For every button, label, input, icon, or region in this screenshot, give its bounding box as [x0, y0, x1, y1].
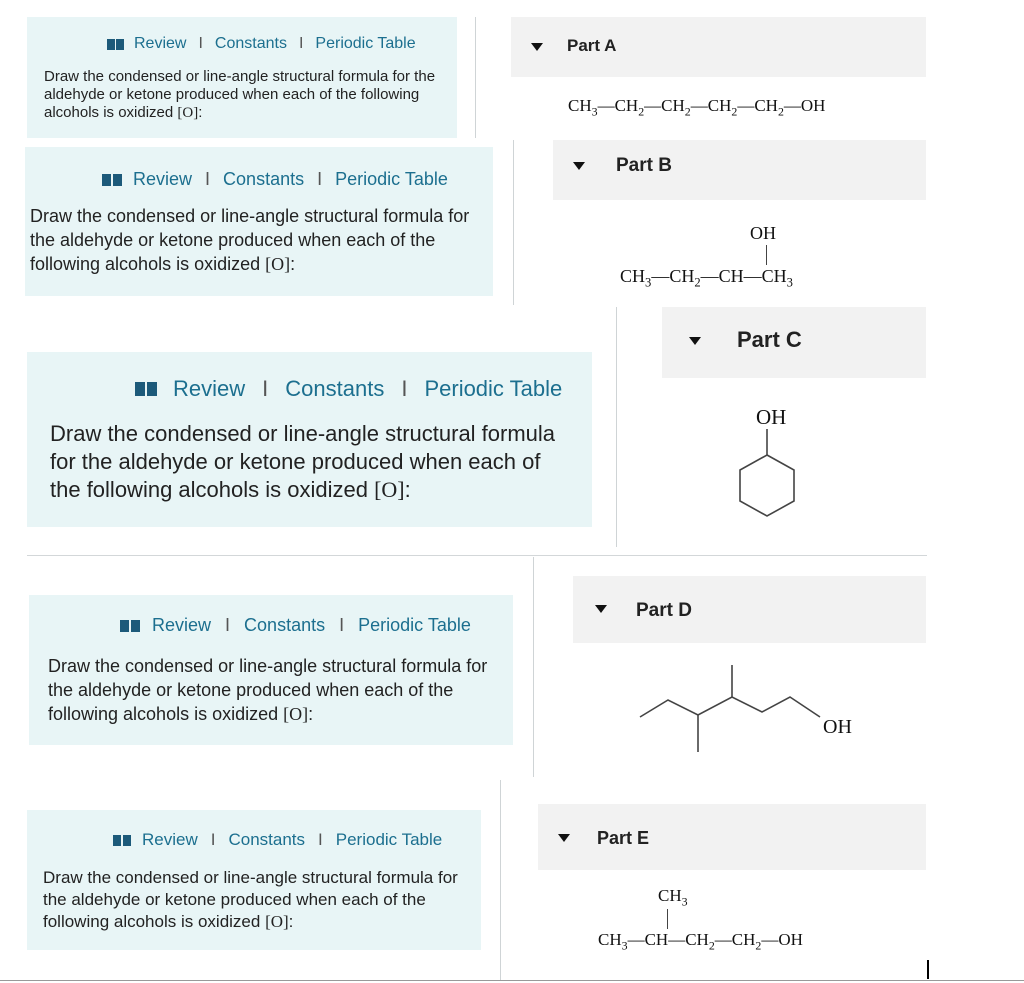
- hydroxyl-label: OH: [823, 716, 852, 738]
- book-icon: [113, 835, 131, 846]
- info-panel: [25, 147, 493, 296]
- separator: I: [225, 615, 231, 635]
- bottom-border: [0, 980, 1024, 981]
- review-link[interactable]: Review: [134, 35, 187, 52]
- constants-link[interactable]: Constants: [285, 376, 385, 401]
- instructions: Draw the condensed or line-angle structural formula for the aldehyde or ketone produced when each of the following alcohols is oxidized [O]:: [44, 68, 436, 121]
- part-d-header[interactable]: [573, 576, 926, 643]
- part-c-header[interactable]: [662, 307, 926, 378]
- structure-part-d: [635, 660, 865, 770]
- review-link[interactable]: Review: [173, 376, 246, 401]
- part-label: Part A: [567, 36, 617, 55]
- structure-part-e: $CH_3—CH—CH_2—CH_2—OH$: [598, 930, 803, 953]
- triangle-down-icon: [689, 337, 701, 345]
- part-b-header[interactable]: [553, 140, 926, 200]
- divider: [513, 140, 514, 305]
- constants-link[interactable]: Constants: [244, 615, 326, 635]
- periodic-table-link[interactable]: Periodic Table: [358, 615, 471, 635]
- periodic-table-link[interactable]: Periodic Table: [335, 169, 448, 189]
- divider: [533, 557, 534, 777]
- book-icon: [120, 620, 140, 632]
- constants-link[interactable]: Constants: [223, 169, 305, 189]
- part-e-header[interactable]: [538, 804, 926, 870]
- divider: [616, 307, 617, 547]
- text-cursor: [927, 960, 929, 979]
- instructions: Draw the condensed or line-angle structural formula for the aldehyde or ketone produced when each of the following alcohols is oxidized [O]:: [30, 206, 470, 274]
- separator: I: [210, 830, 216, 849]
- resource-links: [135, 376, 562, 402]
- instructions: Draw the condensed or line-angle structural formula for the aldehyde or ketone produced when each of the following alcohols is oxidized [O]:: [50, 421, 556, 502]
- separator: I: [401, 376, 408, 401]
- hydroxyl-label: OH: [756, 405, 787, 429]
- bond-line: [667, 909, 668, 929]
- separator: I: [318, 830, 323, 849]
- structure-part-e-ch3: $CH_3$: [658, 886, 688, 909]
- book-icon: [135, 382, 157, 396]
- triangle-down-icon: [595, 605, 607, 613]
- triangle-down-icon: [573, 162, 585, 170]
- structure-part-c: [725, 400, 825, 530]
- resource-links: [113, 830, 442, 850]
- resource-links: [102, 169, 448, 190]
- section-divider: [27, 555, 927, 556]
- periodic-table-link[interactable]: Periodic Table: [424, 376, 563, 401]
- info-panel: [29, 595, 513, 745]
- triangle-down-icon: [531, 43, 543, 51]
- part-label: Part C: [737, 327, 802, 352]
- constants-link[interactable]: Constants: [228, 830, 306, 849]
- structure-part-b-oh: OH: [750, 223, 776, 243]
- divider: [475, 17, 476, 138]
- info-panel: [27, 17, 457, 138]
- bond-line: [766, 245, 767, 265]
- info-panel: [27, 352, 592, 527]
- review-link[interactable]: Review: [133, 169, 193, 189]
- review-link[interactable]: Review: [152, 615, 212, 635]
- separator: I: [298, 35, 304, 52]
- periodic-table-link[interactable]: Periodic Table: [335, 830, 443, 849]
- review-link[interactable]: Review: [142, 830, 198, 849]
- constants-link[interactable]: Constants: [214, 35, 287, 52]
- divider: [500, 780, 501, 980]
- part-label: Part D: [636, 600, 692, 621]
- separator: I: [262, 376, 269, 401]
- separator: I: [339, 615, 345, 635]
- structure-part-b: $CH_3—CH_2—CH—CH_3$: [620, 266, 793, 290]
- info-panel: [27, 810, 481, 950]
- book-icon: [102, 174, 122, 186]
- instructions: Draw the condensed or line-angle structural formula for the aldehyde or ketone produced when each of the following alcohols is oxidized [O]:: [48, 656, 488, 724]
- structure-part-a: $CH_3—CH_2—CH_2—CH_2—CH_2—OH$: [568, 96, 826, 119]
- separator: I: [317, 169, 323, 189]
- resource-links: [120, 615, 471, 636]
- part-label: Part E: [597, 828, 650, 848]
- part-label: Part B: [616, 155, 672, 176]
- separator: I: [198, 35, 203, 52]
- part-a-header[interactable]: [511, 17, 926, 77]
- periodic-table-link[interactable]: Periodic Table: [315, 35, 416, 52]
- separator: I: [205, 169, 211, 189]
- instructions: Draw the condensed or line-angle structural formula for the aldehyde or ketone produced when each of the following alcohols is oxidized [O]:: [43, 868, 458, 932]
- resource-links: [107, 35, 416, 53]
- book-icon: [107, 39, 124, 50]
- triangle-down-icon: [558, 834, 570, 842]
